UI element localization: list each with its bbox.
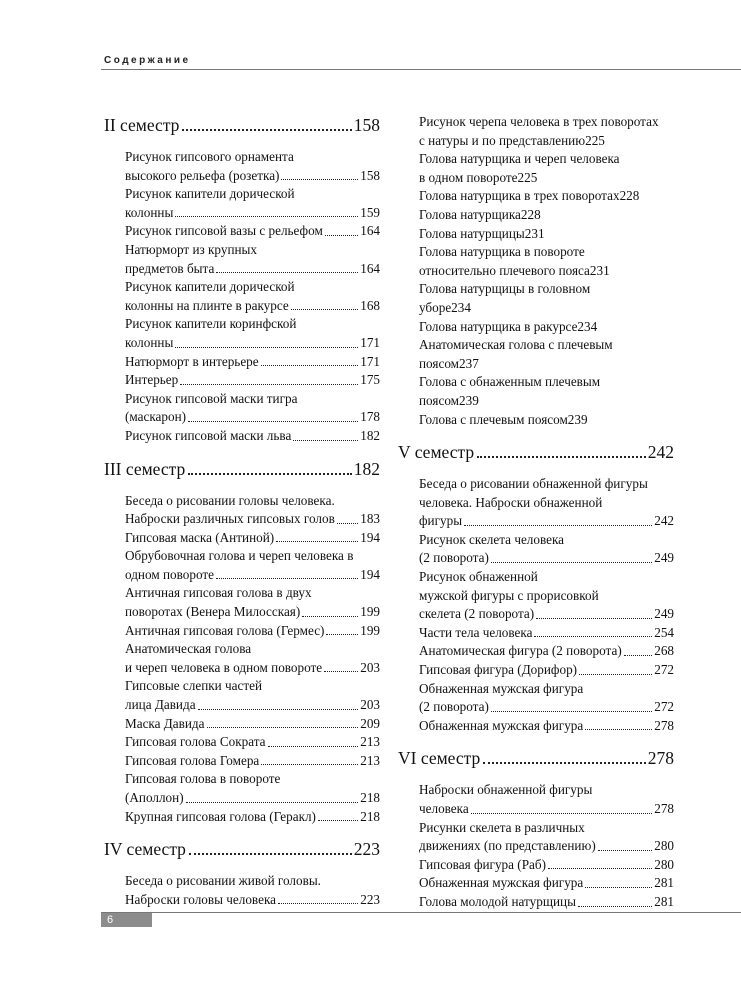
toc-entry-last-line [419,169,674,188]
toc-entry[interactable] [398,893,674,912]
toc-entry-text: Беседа о рисовании головы человека. [125,492,335,508]
toc-entry-text: Голова натурщика в повороте [419,244,585,260]
toc-entry-last-line [419,549,674,568]
toc-entry-last-line [125,371,380,390]
dot-leader [186,802,359,803]
toc-entry-text: поясом [419,355,460,371]
toc-entry-last-line [125,260,380,279]
toc-entry[interactable] [104,872,380,909]
section-page: 278 [647,748,674,769]
toc-entry-text: Рисунок гипсового орнамента [125,149,294,164]
toc-entry-last-line [125,204,380,223]
toc-entry-text: относительно плечевого пояса [419,262,590,278]
toc-entry-text: Обрубовочная голова и череп человека в [125,548,354,564]
toc-entry[interactable] [398,475,674,531]
toc-entry[interactable] [104,640,380,677]
section-heading[interactable] [398,440,674,464]
toc-entry-last-line [125,408,380,427]
toc-entry-text: поясом [419,392,460,408]
toc-entry[interactable] [398,150,674,187]
toc-entry-page: 171 [360,353,380,369]
toc-entry-page: 281 [654,875,674,891]
toc-entry[interactable] [398,874,674,893]
toc-entry[interactable] [398,336,674,373]
dot-leader [491,562,652,563]
toc-right-column [398,113,674,923]
toc-entry-page: 228 [619,188,640,204]
toc-entry[interactable] [104,808,380,827]
toc-entry-last-line [419,206,674,225]
toc-entry-text: Голова с плечевым поясом [419,411,568,427]
toc-entry-text: одном повороте [125,566,214,582]
toc-entry-page: 183 [360,511,380,527]
toc-entry-last-line [125,334,380,353]
toc-entry-last-line [419,605,674,624]
dot-leader [483,762,646,764]
toc-entry-page: 272 [654,699,674,715]
toc-entry[interactable] [104,547,380,584]
toc-entry-text: Обнаженная мужская фигура [419,717,584,733]
toc-entry-page: 225 [517,169,538,185]
toc-entry[interactable] [104,733,380,752]
toc-entry[interactable] [398,717,674,736]
toc-entry-last-line [419,411,674,430]
toc-entry[interactable] [104,315,380,352]
dot-leader [268,746,359,747]
toc-entry-last-line [419,874,674,893]
toc-entry-last-line [125,427,380,446]
toc-entry-text: Анатомическая голова [125,641,252,657]
toc-entry-page: 249 [654,606,674,622]
toc-entry-text: Голова натурщика и череп человека [419,151,620,167]
toc-section [104,837,380,909]
toc-entry-page: 278 [654,801,674,816]
toc-entry[interactable] [104,752,380,771]
toc-entry[interactable] [398,531,674,568]
toc-entry-text: Беседа о рисовании обнаженной фигуры [419,476,648,492]
toc-entry-last-line [125,622,380,641]
toc-entry-text: Голова натурщика [419,206,521,222]
toc-entry-last-line [419,642,674,661]
section-title: IV семестр [104,839,186,860]
dot-leader [324,671,358,672]
toc-entry[interactable] [104,427,380,446]
toc-entry[interactable] [104,371,380,390]
section-title: II семестр [104,115,180,135]
toc-entry-page: 164 [360,260,380,276]
toc-entry-text: Гипсовая маска (Антиной) [125,529,275,545]
toc-entry-last-line [125,603,380,622]
toc-entry-text: Натюрморт из крупных [125,241,258,257]
toc-entry-page: 213 [360,734,380,750]
section-heading[interactable] [104,457,380,481]
toc-entry-page: 249 [654,550,674,566]
toc-entry-text: Голова натурщика в трех поворотах [419,188,620,204]
dot-leader [261,365,359,366]
toc-entry[interactable] [398,661,674,680]
dot-leader [302,616,358,617]
toc-entry-page: 254 [654,624,674,640]
toc-entry-page: 194 [360,566,380,582]
section-heading[interactable] [104,113,380,137]
dot-leader [579,674,652,675]
toc-entry-text: человека. Наброски обнаженной [419,494,603,510]
toc-entry[interactable] [398,187,674,206]
dot-leader [293,440,358,441]
toc-entry-page: 159 [360,204,380,220]
toc-entry-text: Рисунок гипсовой вазы с рельефом [125,223,323,239]
toc-entry-text: Интерьер [125,372,179,388]
toc-entry-page: 239 [567,411,588,427]
toc-entry-text: Анатомическая голова с плечевым [419,337,613,353]
dot-leader [585,729,652,730]
toc-entry-text: Рисунок черепа человека в трех поворотах [419,114,659,129]
toc-entry-page: 225 [585,132,605,148]
toc-entry-text: Гипсовая фигура (Раб) [419,856,546,872]
toc-entry-page: 234 [577,318,598,334]
toc-entry[interactable] [104,715,380,734]
section-page: 182 [353,458,380,479]
toc-entry-last-line [125,733,380,752]
toc-entry-text: Голова натурщика в ракурсе [419,318,578,334]
toc-entry-last-line [125,659,380,678]
section-page: 242 [647,442,674,463]
toc-entry-last-line [125,789,380,808]
toc-entry-page: 231 [589,262,610,278]
toc-entry-text: (2 поворота) [419,699,489,715]
toc-entry[interactable] [398,113,674,150]
toc-entry[interactable] [104,677,380,714]
dot-leader [325,235,358,236]
toc-entry[interactable] [104,278,380,315]
toc-entry-last-line [419,299,674,318]
toc-entry-page: 164 [360,223,380,239]
toc-entry-page: 242 [654,513,674,529]
toc-entry-page: 231 [524,225,545,241]
toc-entry-text: Рисунки скелета в различных [419,819,585,835]
section-title: V семестр [398,442,475,463]
toc-entry[interactable] [398,318,674,337]
toc-entry[interactable] [398,225,674,244]
dot-leader [585,887,652,888]
toc-entry-text: Беседа о рисовании живой головы. [125,873,321,889]
toc-entry-text: фигуры [419,513,463,529]
dot-leader [216,578,358,579]
toc-entry-text: Части тела человека [419,624,533,640]
toc-entry[interactable] [104,622,380,641]
toc-entry-last-line [125,566,380,585]
toc-entry-text: Гипсовая голова в повороте [125,771,281,787]
dot-leader [534,636,652,637]
toc-entry-text: Рисунок гипсовой маски льва [125,427,292,443]
toc-entry-text: (маскарон) [125,409,187,425]
toc-entry-last-line [125,222,380,241]
toc-entry-last-line [419,661,674,680]
toc-entry-text: Обнаженная мужская фигура [419,680,584,696]
section-heading[interactable] [398,746,674,770]
section-heading[interactable] [104,837,380,861]
toc-entry-text: Наброски различных гипсовых голов [125,511,335,527]
toc-entry-text: Натюрморт в интерьере [125,353,259,369]
toc-entry-text: Гипсовая фигура (Дорифор) [419,662,578,678]
toc-section [398,440,674,735]
toc-entry-last-line [419,262,674,281]
toc-entry-last-line [419,717,674,736]
toc-entry[interactable] [104,222,380,241]
toc-entry-page: 237 [459,355,479,371]
dot-leader [578,906,652,907]
toc-entry-text: в одном повороте [419,169,518,185]
dot-leader [471,813,652,814]
toc-entry-text: Голова натурщицы [419,225,525,241]
toc-entry-page: 194 [360,529,380,545]
toc-entry-text: лица Давида [125,697,196,713]
toc-entry-last-line [419,318,674,337]
toc-entry[interactable] [398,856,674,875]
dot-leader [276,541,358,542]
toc-entry-page: 268 [654,643,674,659]
toc-section [104,457,380,827]
toc-entry-page: 182 [360,427,380,443]
toc-entry-page: 280 [654,856,674,872]
dot-leader [216,272,358,273]
toc-entry-page: 209 [360,715,380,731]
dot-leader [491,711,652,712]
toc-entry-page: 203 [360,659,380,675]
toc-entry[interactable] [104,241,380,278]
toc-section [104,113,380,446]
toc-entry-text: движениях (по представлению) [419,838,596,854]
toc-entry-text: колонны [125,204,174,220]
toc-entry-last-line [125,353,380,372]
dot-leader [281,179,358,180]
header-rule [101,69,741,70]
toc-entry[interactable] [104,185,380,222]
toc-entry-page: 175 [360,372,380,388]
toc-entry-page: 168 [360,297,380,313]
toc-entry-last-line [419,187,674,206]
toc-entry-page: 223 [360,891,380,907]
toc-entry[interactable] [398,781,674,818]
toc-entry-text: Гипсовая голова Сократа [125,734,266,750]
toc-entry-text: скелета (2 поворота) [419,606,535,622]
toc-entry-text: Обнаженная мужская фигура [419,875,584,891]
dot-leader [337,523,358,524]
toc-entry-last-line [419,837,674,856]
toc-entry-page: 178 [360,409,380,425]
toc-entry-text: Рисунок капители дорической [125,186,295,202]
toc-entry[interactable] [398,680,674,717]
toc-entry-last-line [419,132,674,151]
toc-entry-text: Рисунок обнаженной [419,569,538,585]
toc-entry-text: (2 поворота) [419,550,489,566]
toc-entry-last-line [125,891,380,910]
toc-entry-text: колонны [125,334,174,350]
dot-leader [182,129,351,131]
toc-entry-text: Голова молодой натурщицы [419,893,576,909]
toc-entry[interactable] [104,353,380,372]
toc-entry-text: предметов быта [125,260,215,276]
toc-entry-last-line [419,856,674,875]
toc-entry-text: Анатомическая фигура (2 поворота) [419,643,622,659]
toc-entry-page: 218 [360,808,380,824]
toc-entry-text: Наброски обнаженной фигуры [419,782,593,798]
toc-entry-text: с натуры и по представлению [419,132,586,148]
dot-leader [318,820,358,821]
toc-entry[interactable] [104,770,380,807]
toc-entry-text: Крупная гипсовая голова (Геракл) [125,808,316,824]
toc-entry-last-line [125,715,380,734]
dot-leader [477,456,646,458]
toc-entry-text: Античная гипсовая голова в двух [125,585,312,601]
toc-entry[interactable] [104,148,380,185]
toc-entry-last-line [125,696,380,715]
dot-leader [198,709,359,710]
toc-entry-text: колонны на плинте в ракурсе [125,297,289,313]
toc-section [398,746,674,911]
dot-leader [175,347,358,348]
toc-entry-last-line [419,392,674,411]
toc-entry-page: 234 [451,299,471,315]
toc-entry[interactable] [104,529,380,548]
toc-entry-last-line [419,355,674,374]
toc-entry-last-line [419,624,674,643]
dot-leader [180,384,358,385]
toc-entry-page: 228 [520,206,541,222]
toc-entry-last-line [125,510,380,529]
toc-entry-text: Голова натурщицы в головном [419,281,591,297]
toc-entry-last-line [125,808,380,827]
toc-entry-last-line [125,167,380,186]
toc-entry[interactable] [398,819,674,856]
toc-entry-text: Рисунок гипсовой маски тигра [125,390,298,406]
toc-entry[interactable] [398,206,674,225]
dot-leader [278,903,358,904]
toc-entry-page: 281 [654,893,674,909]
toc-entry-last-line [419,512,674,531]
toc-entry-text: Гипсовые слепки частей [125,678,263,694]
toc-entry[interactable] [398,280,674,317]
toc-entry-text: Маска Давида [125,715,205,731]
toc-entry[interactable] [398,373,674,410]
toc-entry-page: 158 [360,167,380,183]
toc-entry-last-line [125,529,380,548]
toc-entry-last-line [419,893,674,912]
toc-entry-page: 272 [654,662,674,678]
toc-entry-page: 280 [654,838,674,854]
toc-entry[interactable] [104,584,380,621]
toc-entry-last-line [419,225,674,244]
section-page: 158 [353,115,380,135]
toc-entry[interactable] [398,624,674,643]
toc-entry-text: Наброски головы человека [125,891,276,907]
dot-leader [188,473,351,475]
toc-entry[interactable] [398,642,674,661]
toc-entry-page: 203 [360,697,380,713]
toc-entry-text: (Аполлон) [125,790,184,805]
toc-entry-last-line [125,752,380,771]
toc-entry-text: Рисунок капители коринфской [125,316,297,332]
toc-left-column [104,113,380,920]
toc-entry-text: Рисунок скелета человека [419,531,565,547]
toc-entry-page: 218 [360,790,380,805]
dot-leader [291,309,358,310]
toc-entry-text: Голова с обнаженным плечевым [419,374,601,390]
toc-entry-page: 171 [360,334,380,350]
dot-leader [189,853,352,855]
toc-entry-text: Рисунок капители дорической [125,279,295,295]
toc-entry-text: и череп человека в одном повороте [125,659,323,675]
dot-leader [175,216,358,217]
toc-entry-text: человека [419,801,469,816]
toc-entry-last-line [419,800,674,819]
toc-entry-page: 213 [360,752,380,768]
toc-entry-page: 278 [654,717,674,733]
toc-entry-text: мужской фигуры с прорисовкой [419,587,599,603]
toc-entry-text: Античная гипсовая голова (Гермес) [125,622,325,638]
toc-entry[interactable] [104,390,380,427]
toc-entry-text: поворотах (Венера Милосская) [125,604,301,620]
dot-leader [207,727,359,728]
dot-leader [188,421,358,422]
footer-rule [101,912,741,913]
toc-entry[interactable] [398,243,674,280]
section-title: III семестр [104,458,186,479]
toc-entry-last-line [125,297,380,316]
dot-leader [536,618,652,619]
toc-entry-page: 239 [459,392,479,408]
section-title: VI семестр [398,748,481,769]
toc-entry-page: 199 [360,622,380,638]
dot-leader [326,634,358,635]
toc-entry-last-line [419,698,674,717]
toc-continued-entries [398,113,674,429]
dot-leader [548,868,652,869]
toc-entry-text: уборе [419,299,452,315]
section-page: 223 [353,839,380,860]
toc-entry-page: 199 [360,604,380,620]
toc-entry[interactable] [398,568,674,624]
dot-leader [261,764,358,765]
toc-entry[interactable] [398,411,674,430]
page-number: 6 [107,914,114,926]
dot-leader [624,655,653,656]
toc-entry[interactable] [104,492,380,529]
dot-leader [464,525,652,526]
running-header: Содержание [104,55,191,66]
toc-entry-text: высокого рельефа (розетка) [125,167,280,183]
dot-leader [598,850,653,851]
toc-entry-text: Гипсовая голова Гомера [125,752,260,768]
